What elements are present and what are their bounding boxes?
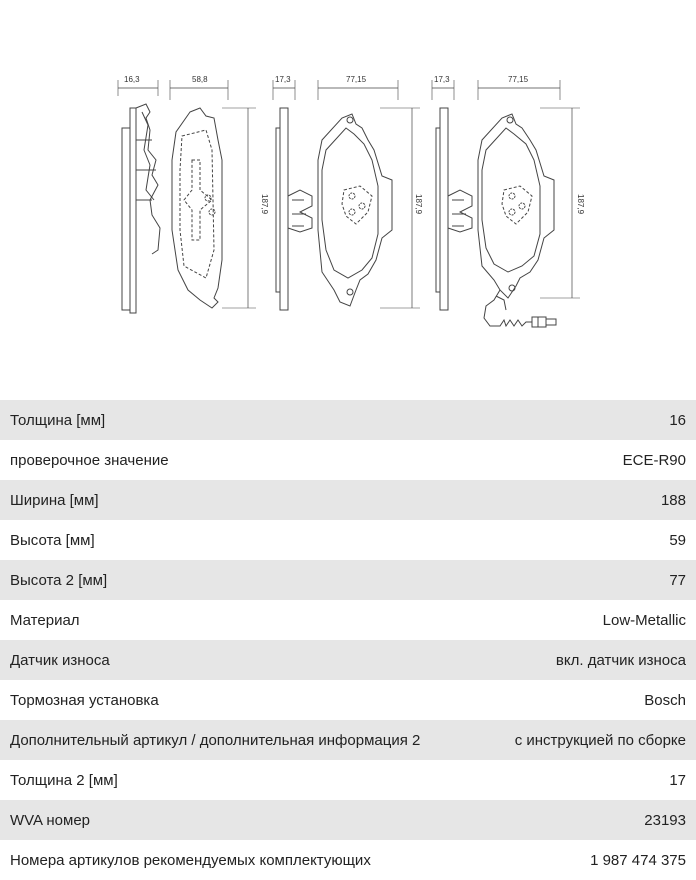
spec-label: Толщина 2 [мм] (10, 771, 118, 789)
view-1-side-profile (118, 75, 160, 313)
spec-value: Low-Metallic (602, 611, 686, 629)
spec-row-height-2 (0, 560, 696, 600)
spec-value: 17 (669, 771, 686, 789)
spec-label: Высота [мм] (10, 531, 95, 549)
spec-row-thickness-2 (0, 760, 696, 800)
dim-view3-width: 77,15 (508, 75, 529, 84)
dim-view1-width: 58,8 (192, 75, 208, 84)
spec-value: 16 (669, 411, 686, 429)
spec-value: вкл. датчик износа (555, 651, 686, 669)
dim-view1-thickness: 16,3 (124, 75, 140, 84)
brake-pad-technical-drawing (0, 0, 696, 400)
view-1-front-pad (170, 75, 269, 308)
spec-label: Дополнительный артикул / дополнительная информация 2 (10, 731, 421, 749)
spec-label: Материал (10, 611, 80, 629)
spec-value: 59 (669, 531, 686, 549)
spec-row-height (0, 520, 696, 560)
spec-row-thickness (0, 400, 696, 440)
spec-row-test-value (0, 440, 696, 480)
spec-row-wear-sensor (0, 640, 696, 680)
spec-label: WVA номер (10, 811, 91, 829)
spec-value: Bosch (644, 691, 686, 709)
specifications-table (0, 400, 696, 880)
spec-value: 188 (660, 491, 686, 509)
spec-value: с инструкцией по сборке (514, 731, 686, 749)
spec-row-additional-info (0, 720, 696, 760)
dim-view2-width: 77,15 (346, 75, 367, 84)
spec-row-brake-system (0, 680, 696, 720)
spec-value: ECE-R90 (622, 451, 686, 469)
dim-view2-height: 187,9 (414, 194, 423, 215)
spec-label: Датчик износа (10, 651, 110, 669)
view-2-front-pad (318, 75, 423, 308)
spec-value: 1 987 474 375 (590, 851, 686, 869)
spec-label: Тормозная установка (10, 691, 159, 709)
spec-label: Высота 2 [мм] (10, 571, 108, 589)
spec-value: 77 (669, 571, 686, 589)
dim-view2-thickness: 17,3 (275, 75, 291, 84)
spec-row-wva-number (0, 800, 696, 840)
view-2-side-profile (273, 75, 312, 310)
spec-value: 23193 (644, 811, 686, 829)
spec-row-material (0, 600, 696, 640)
spec-row-recommended-parts (0, 840, 696, 880)
spec-row-width (0, 480, 696, 520)
dim-view3-thickness: 17,3 (434, 75, 450, 84)
spec-label: проверочное значение (10, 451, 169, 469)
dim-view1-height: 187,9 (260, 194, 269, 215)
spec-label: Номера артикулов рекомендуемых комплектующих (10, 851, 371, 869)
view-3-side-profile (432, 75, 472, 310)
view-3-front-pad-with-sensor (478, 75, 585, 327)
spec-label: Ширина [мм] (10, 491, 99, 509)
dim-view3-height: 187,9 (576, 194, 585, 215)
spec-label: Толщина [мм] (10, 411, 106, 429)
